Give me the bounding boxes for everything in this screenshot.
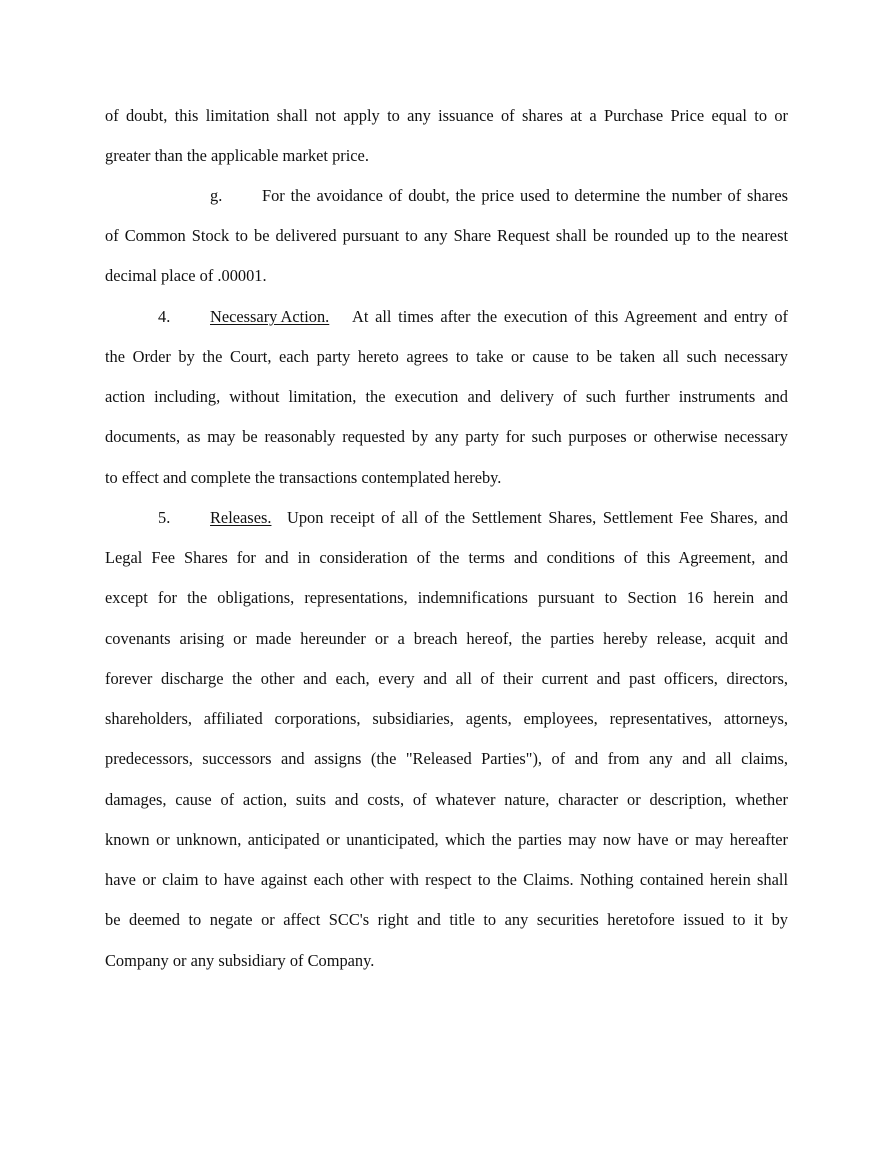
section-5-line-8: damages, cause of action, suits and costs, of whatever nature, character or description, whether [105, 790, 788, 809]
paragraph-3g-line-3: decimal place of .00001. [105, 266, 267, 285]
section-5-line-6: shareholders, affiliated corporations, subsidiaries, agents, employees, representatives, attorneys, [105, 709, 788, 728]
section-5-line-5: forever discharge the other and each, every and all of their current and past officers, directors, [105, 669, 788, 688]
paragraph-3g-line-2: of Common Stock to be delivered pursuant to any Share Request shall be rounded up to the nearest [105, 226, 788, 245]
section-5-line-7: predecessors, successors and assigns (the "Released Parties"), of and from any and all claims, [105, 749, 788, 768]
section-5-line-12: Company or any subsidiary of Company. [105, 951, 375, 970]
section-5-number: 5. [158, 508, 171, 527]
section-4-line-3: action including, without limitation, the execution and delivery of such further instruments and [105, 387, 788, 406]
section-5-first-line: Upon receipt of all of the Settlement Shares, Settlement Fee Shares, and [287, 508, 788, 527]
paragraph-3f-line-1: of doubt, this limitation shall not apply to any issuance of shares at a Purchase Price equal to or [105, 106, 788, 125]
paragraph-3g-first-line: For the avoidance of doubt, the price used to determine the number of shares [262, 186, 788, 205]
section-5-line-4: covenants arising or made hereunder or a breach hereof, the parties hereby release, acquit and [105, 629, 788, 648]
section-5-line-11: be deemed to negate or affect SCC's right and title to any securities heretofore issued to it by [105, 910, 788, 929]
section-4-line-4: documents, as may be reasonably requested by any party for such purposes or otherwise necessary [105, 427, 788, 446]
section-5-heading: Releases. [210, 508, 272, 527]
section-5-line-3: except for the obligations, representations, indemnifications pursuant to Section 16 herein and [105, 588, 788, 607]
paragraph-3g-label: g. [210, 186, 223, 205]
section-4-heading: Necessary Action. [210, 307, 330, 326]
section-4-line-5: to effect and complete the transactions contemplated hereby. [105, 468, 502, 487]
section-5-line-10: have or claim to have against each other with respect to the Claims. Nothing contained herein shall [105, 870, 788, 889]
section-5-line-2: Legal Fee Shares for and in consideration of the terms and conditions of this Agreement, and [105, 548, 788, 567]
section-4-number: 4. [158, 307, 171, 326]
section-5-line-9: known or unknown, anticipated or unanticipated, which the parties may now have or may hereafter [105, 830, 788, 849]
section-4-first-line: At all times after the execution of this Agreement and entry of [352, 307, 788, 326]
paragraph-3f-line-2: greater than the applicable market price. [105, 146, 369, 165]
section-4-line-2: the Order by the Court, each party hereto agrees to take or cause to be taken all such necessary [105, 347, 788, 366]
